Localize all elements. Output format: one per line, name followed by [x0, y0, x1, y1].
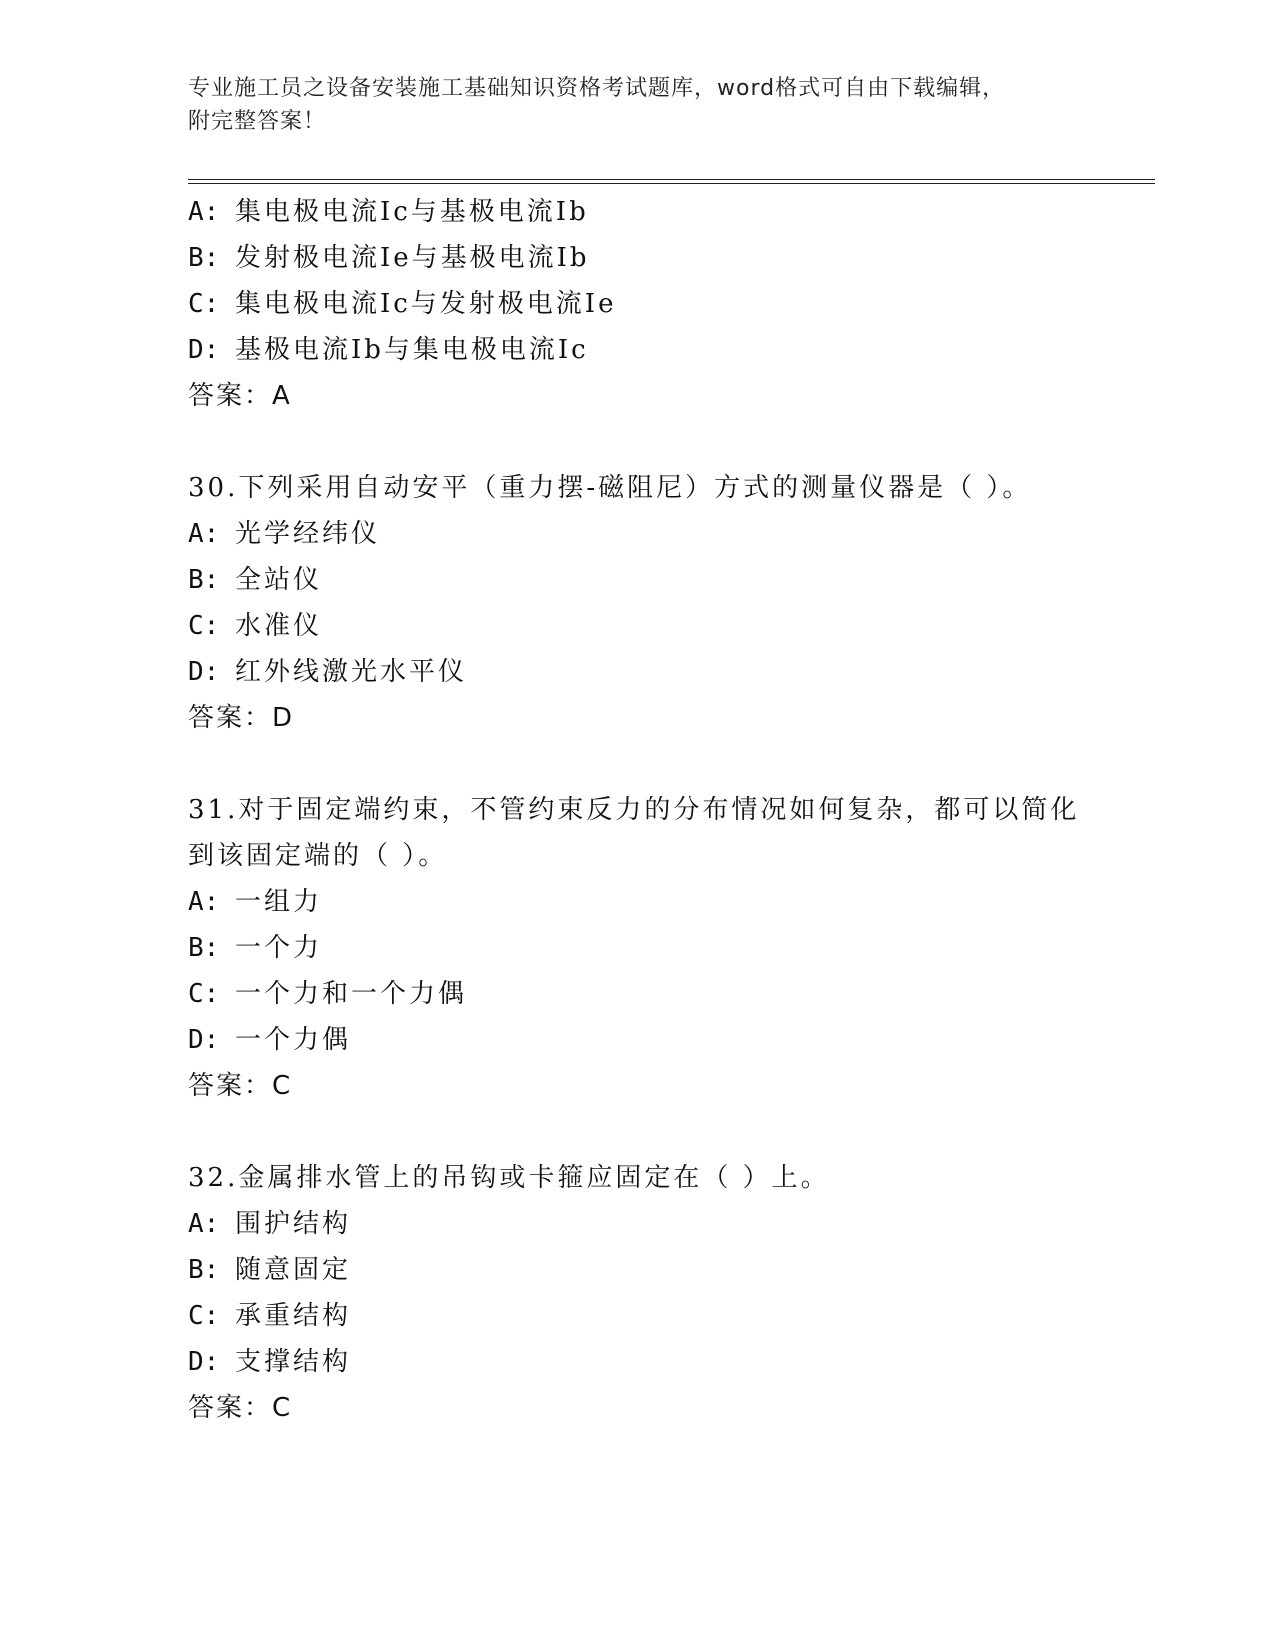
option-text: 全站仪	[234, 565, 322, 595]
answer-line: 答案：D	[188, 703, 295, 733]
option-label: C:	[188, 979, 235, 1009]
document-header	[188, 72, 1088, 138]
option-label: C:	[188, 1301, 235, 1331]
option-text: 基极电流Ib与集电极电流Ic	[234, 335, 589, 365]
option-d	[188, 649, 1148, 695]
option-a	[188, 1201, 1148, 1247]
option-text: 集电极电流Ic与基极电流Ib	[234, 197, 589, 227]
question-text: 32.金属排水管上的吊钩或卡箍应固定在（ ）上。	[188, 1163, 830, 1193]
option-c	[188, 1293, 1148, 1339]
option-text: 支撑结构	[234, 1347, 351, 1377]
question-list	[188, 189, 1148, 1431]
question-block-30	[188, 465, 1148, 741]
answer-line: 答案：C	[188, 1071, 293, 1101]
header-divider-bottom	[188, 183, 1155, 184]
option-text: 红外线激光水平仪	[234, 657, 467, 687]
option-text: 承重结构	[234, 1301, 351, 1331]
option-a	[188, 511, 1148, 557]
option-d	[188, 1017, 1148, 1063]
option-d	[188, 1339, 1148, 1385]
option-text: 围护结构	[234, 1209, 351, 1239]
question-text: 31.对于固定端约束，不管约束反力的分布情况如何复杂，都可以简化	[188, 795, 1080, 825]
option-d	[188, 327, 1148, 373]
option-label: B:	[188, 243, 235, 273]
question-block-29	[188, 189, 1148, 419]
answer-line: 答案：C	[188, 1393, 293, 1423]
question-text-continued: 到该固定端的（ ）。	[188, 841, 448, 871]
block-spacer	[188, 741, 1148, 787]
option-label: B:	[188, 1255, 235, 1285]
block-spacer	[188, 1109, 1148, 1155]
option-c	[188, 281, 1148, 327]
option-text: 光学经纬仪	[234, 519, 380, 549]
answer-line: 答案：A	[188, 381, 292, 411]
question-block-32	[188, 1155, 1148, 1431]
option-label: D:	[188, 657, 235, 687]
header-line-1: 专业施工员之设备安装施工基础知识资格考试题库，word格式可自由下载编辑，	[188, 76, 1006, 101]
option-c	[188, 971, 1148, 1017]
option-text: 一个力和一个力偶	[234, 979, 467, 1009]
option-a	[188, 189, 1148, 235]
option-text: 一个力偶	[234, 1025, 351, 1055]
option-label: A:	[188, 887, 235, 917]
option-a	[188, 879, 1148, 925]
option-label: C:	[188, 611, 235, 641]
option-text: 水准仪	[234, 611, 322, 641]
option-label: B:	[188, 565, 235, 595]
option-text: 随意固定	[234, 1255, 351, 1285]
option-c	[188, 603, 1148, 649]
question-block-31	[188, 787, 1148, 1109]
header-divider-top	[188, 179, 1155, 180]
option-text: 一组力	[234, 887, 322, 917]
option-text: 发射极电流Ie与基极电流Ib	[234, 243, 590, 273]
option-label: A:	[188, 519, 235, 549]
option-text: 一个力	[234, 933, 322, 963]
option-label: D:	[188, 1347, 235, 1377]
option-b	[188, 235, 1148, 281]
block-spacer	[188, 419, 1148, 465]
option-b	[188, 1247, 1148, 1293]
option-label: D:	[188, 335, 235, 365]
option-label: D:	[188, 1025, 235, 1055]
option-label: C:	[188, 289, 235, 319]
option-b	[188, 557, 1148, 603]
header-line-2: 附完整答案！	[188, 109, 327, 134]
option-text: 集电极电流Ic与发射极电流Ie	[234, 289, 617, 319]
option-label: A:	[188, 197, 235, 227]
option-b	[188, 925, 1148, 971]
option-label: A:	[188, 1209, 235, 1239]
question-text: 30.下列采用自动安平（重力摆-磁阻尼）方式的测量仪器是（ ）。	[188, 473, 1032, 503]
option-label: B:	[188, 933, 235, 963]
